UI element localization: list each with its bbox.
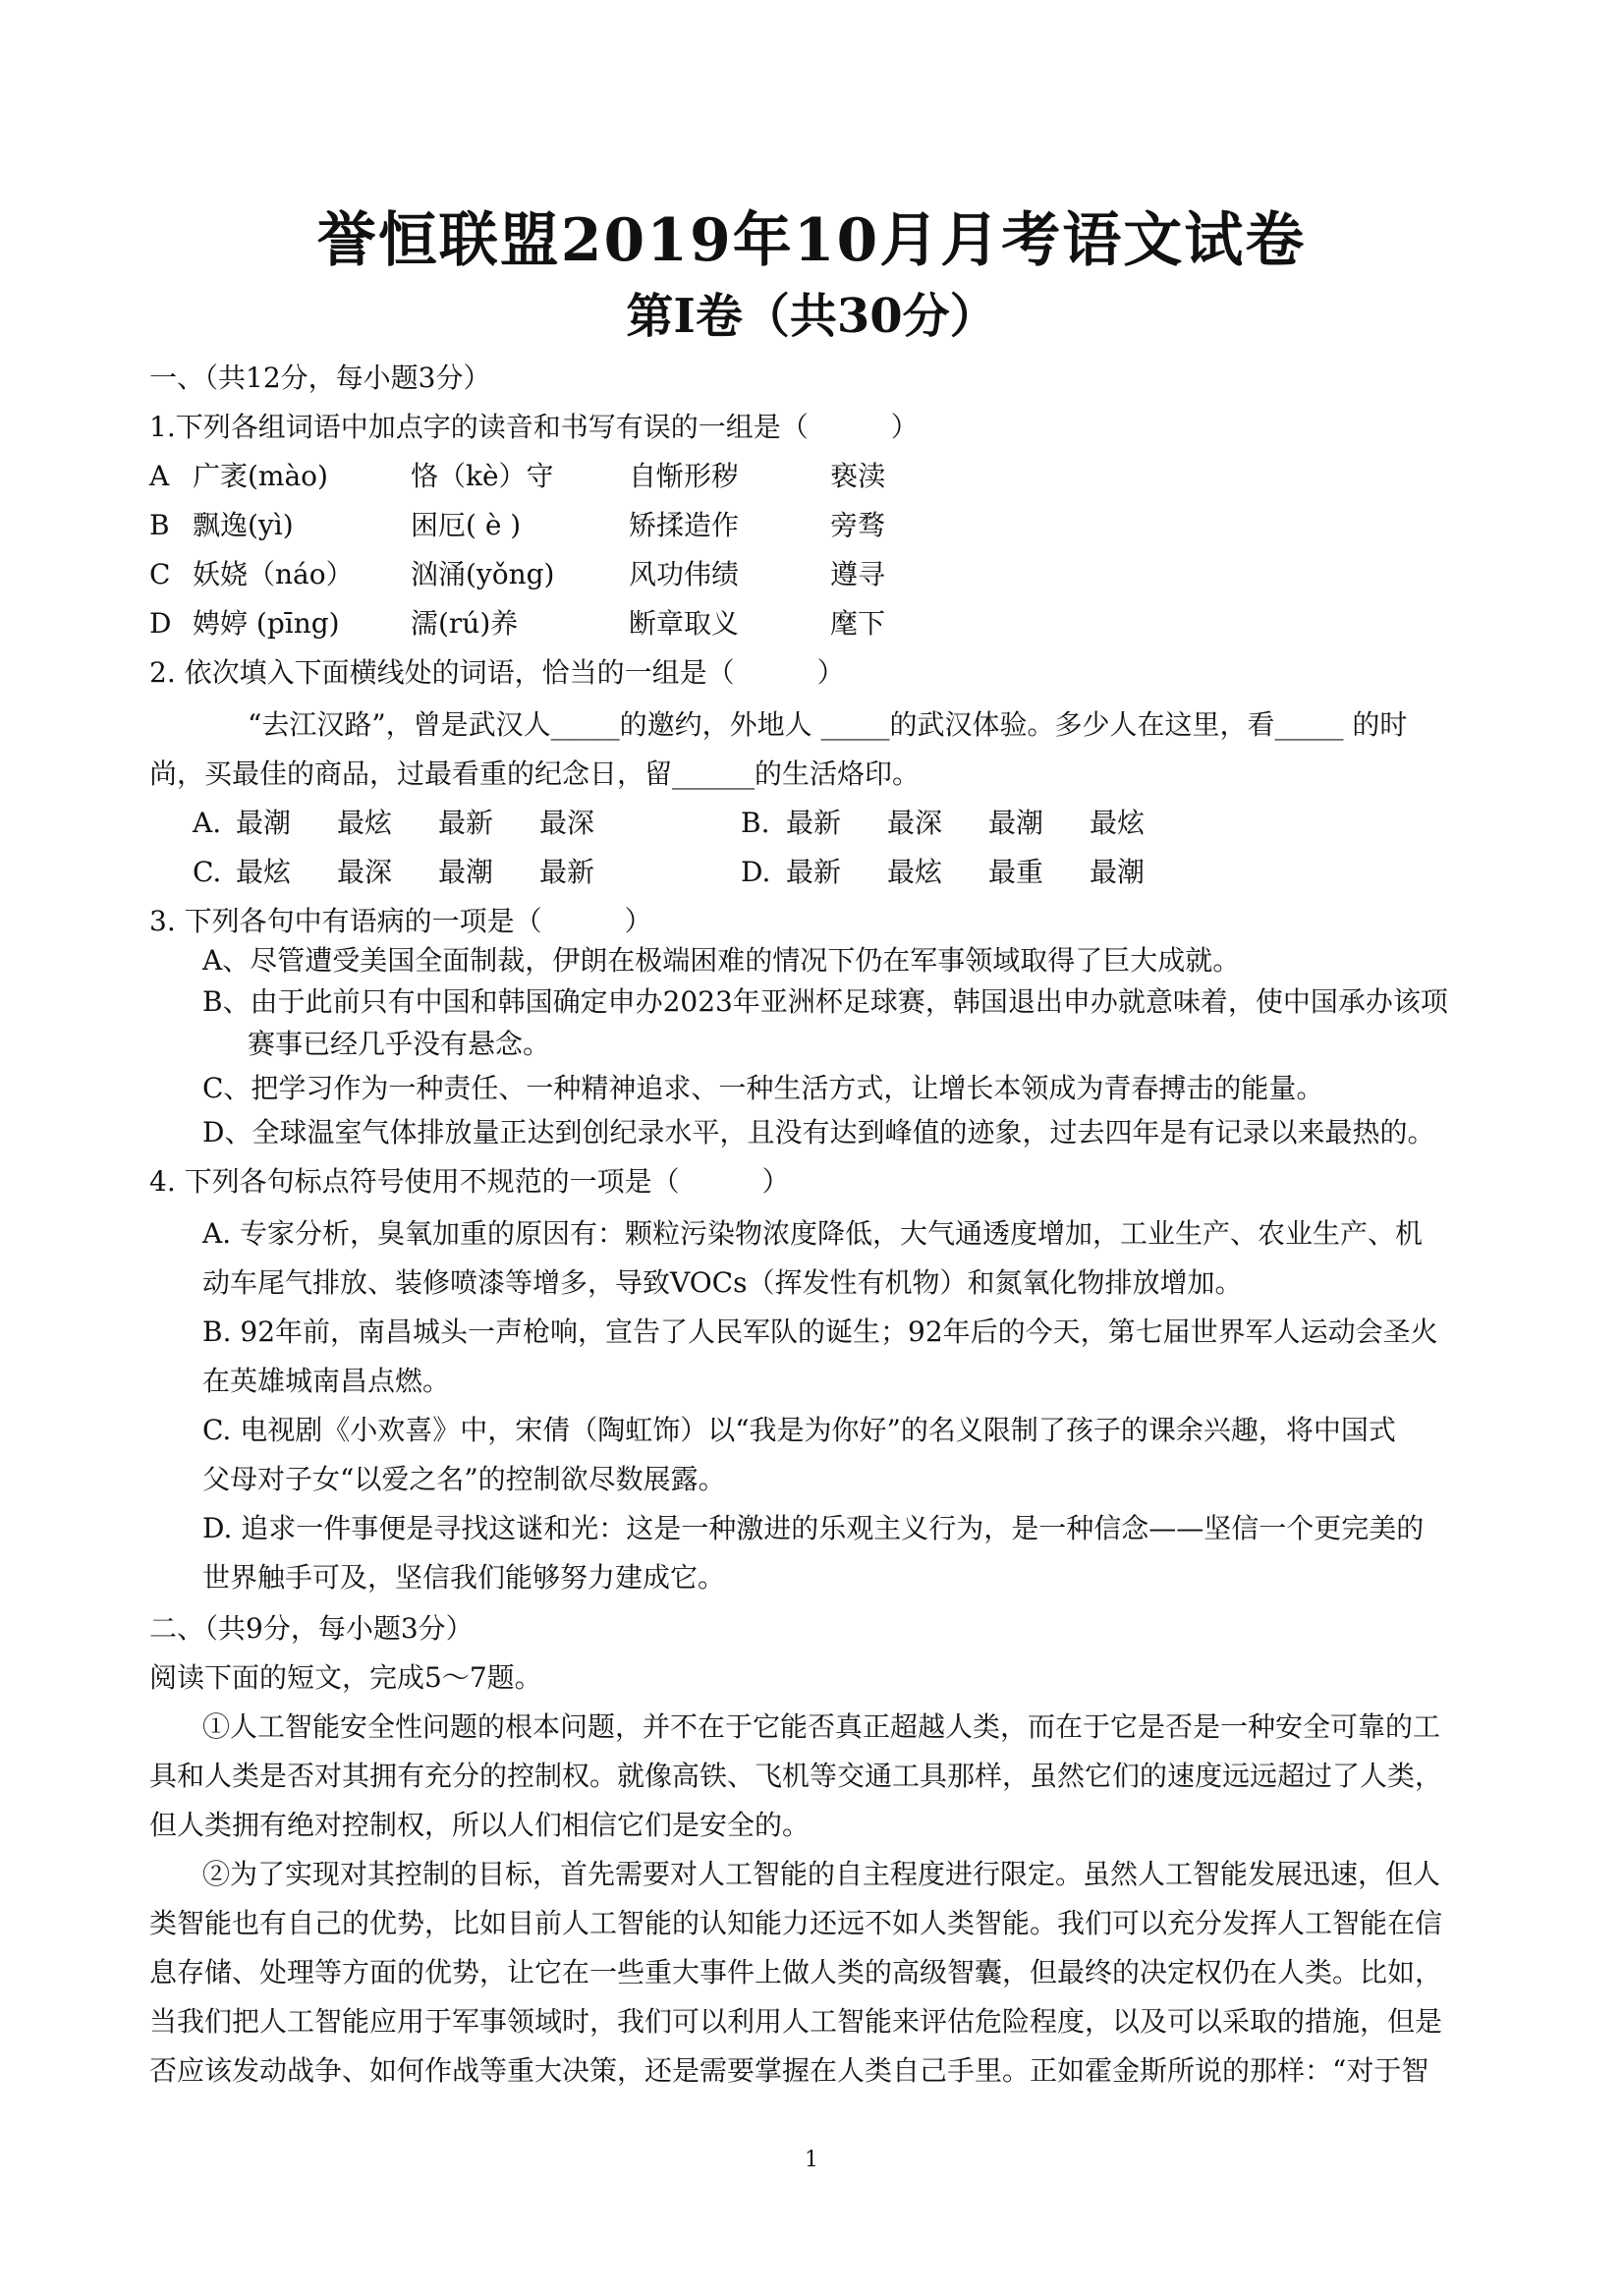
exam-title: 誉恒联盟2019年10月月考语文试卷 — [316, 206, 1307, 275]
q1-option-label: A — [149, 460, 170, 492]
q4-stem: 4. 下列各句标点符号使用不规范的一项是（ ） — [149, 1165, 790, 1198]
q2-option-word: 最深 — [539, 807, 595, 839]
q3-stem: 3. 下列各句中有语病的一项是（ ） — [149, 905, 652, 937]
q2-option-word: 最潮 — [988, 807, 1044, 839]
q2-option-word: 最新 — [539, 856, 595, 888]
q4-option-a: A. 专家分析，臭氧加重的原因有：颗粒污染物浓度降低，大气通透度增加，工业生产、农业生产、机 — [202, 1217, 1424, 1250]
q2-option-word: 最新 — [786, 856, 842, 888]
q1-stem: 1.下列各组词语中加点字的读音和书写有误的一组是（ ） — [149, 411, 919, 443]
q1-option-label: D — [149, 607, 172, 640]
passage-line: 但人类拥有绝对控制权，所以人们相信它们是安全的。 — [149, 1809, 811, 1841]
q1-option-cell: 风功伟绩 — [629, 558, 740, 590]
q4-option-a-cont: 动车尾气排放、装修喷漆等增多，导致VOCs（挥发性有机物）和氮氧化物排放增加。 — [202, 1266, 1243, 1299]
q1-option-cell: 矫揉造作 — [629, 509, 740, 541]
q2-option-label: A. — [193, 807, 222, 839]
q2-option-word: 最新 — [786, 807, 842, 839]
q3-option-a: A、尽管遭受美国全面制裁，伊朗在极端困难的情况下仍在军事领域取得了巨大成就。 — [202, 944, 1241, 977]
q4-option-d-cont: 世界触手可及，坚信我们能够努力建成它。 — [202, 1561, 726, 1594]
q4-option-c: C. 电视剧《小欢喜》中，宋倩（陶虹饰）以“我是为你好”的名义限制了孩子的课余兴趣，将中国式 — [202, 1414, 1396, 1446]
q1-option-cell: 自惭形秽 — [629, 460, 740, 492]
q2-passage-line: 尚，买最佳的商品，过最看重的纪念日，留______的生活烙印。 — [149, 757, 921, 790]
q1-option-cell: 断章取义 — [629, 607, 740, 640]
q2-option-word: 最深 — [887, 807, 943, 839]
q2-option-label: C. — [193, 856, 222, 888]
q3-option-b-cont: 赛事已经几乎没有悬念。 — [248, 1028, 551, 1060]
q2-option-word: 最潮 — [1090, 856, 1146, 888]
exam-subtitle: 第Ⅰ卷（共30分） — [626, 289, 997, 344]
q4-option-d: D. 追求一件事便是寻找这谜和光：这是一种激进的乐观主义行为，是一种信念——坚信一个更完美的 — [202, 1512, 1425, 1544]
passage-line: 具和人类是否对其拥有充分的控制权。就像高铁、飞机等交通工具那样，虽然它们的速度远远超过了人类， — [149, 1760, 1443, 1792]
q1-option-cell: 亵渎 — [830, 460, 886, 492]
q1-option-cell: 飘逸(yì) — [193, 509, 294, 541]
passage-line: 类智能也有自己的优势，比如目前人工智能的认知能力还远不如人类智能。我们可以充分发挥人工智能在信 — [149, 1907, 1443, 1939]
q1-option-label: C — [149, 558, 171, 590]
q4-option-b-cont: 在英雄城南昌点燃。 — [202, 1365, 451, 1397]
passage-line: 息存储、处理等方面的优势，让它在一些重大事件上做人类的高级智囊，但最终的决定权仍在人类。比如， — [149, 1956, 1443, 1988]
q1-option-cell: 困厄( è ) — [411, 509, 522, 541]
reading-instruction: 阅读下面的短文，完成5～7题。 — [149, 1661, 542, 1694]
q1-option-cell: 濡(rú)养 — [411, 607, 519, 640]
q1-option-cell: 广袤(mào) — [193, 460, 328, 492]
q1-option-cell: 遵寻 — [830, 558, 886, 590]
q2-option-word: 最潮 — [236, 807, 292, 839]
section2-heading: 二、（共9分，每小题3分） — [149, 1612, 474, 1645]
q3-option-b: B、由于此前只有中国和韩国确定申办2023年亚洲杯足球赛，韩国退出申办就意味着，使中国承办该项 — [202, 985, 1448, 1018]
q2-option-label: D. — [741, 856, 771, 888]
q2-option-word: 最炫 — [1090, 807, 1146, 839]
q4-option-c-cont: 父母对子女“以爱之名”的控制欲尽数展露。 — [202, 1463, 726, 1495]
q4-option-b: B. 92年前，南昌城头一声枪响，宣告了人民军队的诞生；92年后的今天，第七届世界军人运动会圣火 — [202, 1316, 1438, 1348]
passage-line: 当我们把人工智能应用于军事领域时，我们可以利用人工智能来评估危险程度，以及可以采取的措施，但是 — [149, 2005, 1443, 2038]
passage-line: 否应该发动战争、如何作战等重大决策，还是需要掌握在人类自己手里。正如霍金斯所说的那样：“对于智 — [149, 2054, 1429, 2087]
q2-option-word: 最潮 — [438, 856, 494, 888]
q3-option-d: D、全球温室气体排放量正达到创纪录水平，且没有达到峰值的迹象，过去四年是有记录以来最热的。 — [202, 1116, 1435, 1148]
passage-line: ②为了实现对其控制的目标，首先需要对人工智能的自主程度进行限定。虽然人工智能发展迅速，但人 — [202, 1858, 1441, 1890]
q1-option-cell: 汹涌(yǒng) — [411, 558, 555, 590]
section1-heading: 一、（共12分，每小题3分） — [149, 362, 491, 394]
q1-option-cell: 恪（kè）守 — [411, 460, 554, 492]
passage-line: ①人工智能安全性问题的根本问题，并不在于它能否真正超越人类，而在于它是否是一种安全可靠的工 — [202, 1710, 1441, 1743]
page-number: 1 — [805, 2148, 818, 2172]
q2-option-word: 最重 — [988, 856, 1044, 888]
q2-option-word: 最炫 — [236, 856, 292, 888]
q3-option-c: C、把学习作为一种责任、一种精神追求、一种生活方式，让增长本领成为青春搏击的能量。 — [202, 1072, 1324, 1104]
q2-option-word: 最深 — [337, 856, 393, 888]
q2-option-word: 最炫 — [337, 807, 393, 839]
q1-option-label: B — [149, 509, 170, 541]
q1-option-cell: 旁骛 — [830, 509, 886, 541]
q1-option-cell: 麾下 — [830, 607, 886, 640]
q2-option-label: B. — [741, 807, 770, 839]
q2-stem: 2. 依次填入下面横线处的词语，恰当的一组是（ ） — [149, 656, 845, 689]
q2-option-word: 最炫 — [887, 856, 943, 888]
q1-option-cell: 妖娆（náo） — [193, 558, 354, 590]
q2-passage-line: “去江汉路”，曾是武汉人_____的邀约，外地人 _____的武汉体验。多少人在这里，看_____ 的时 — [248, 708, 1408, 741]
q1-option-cell: 娉婷 (pīng) — [193, 607, 340, 640]
q2-option-word: 最新 — [438, 807, 494, 839]
